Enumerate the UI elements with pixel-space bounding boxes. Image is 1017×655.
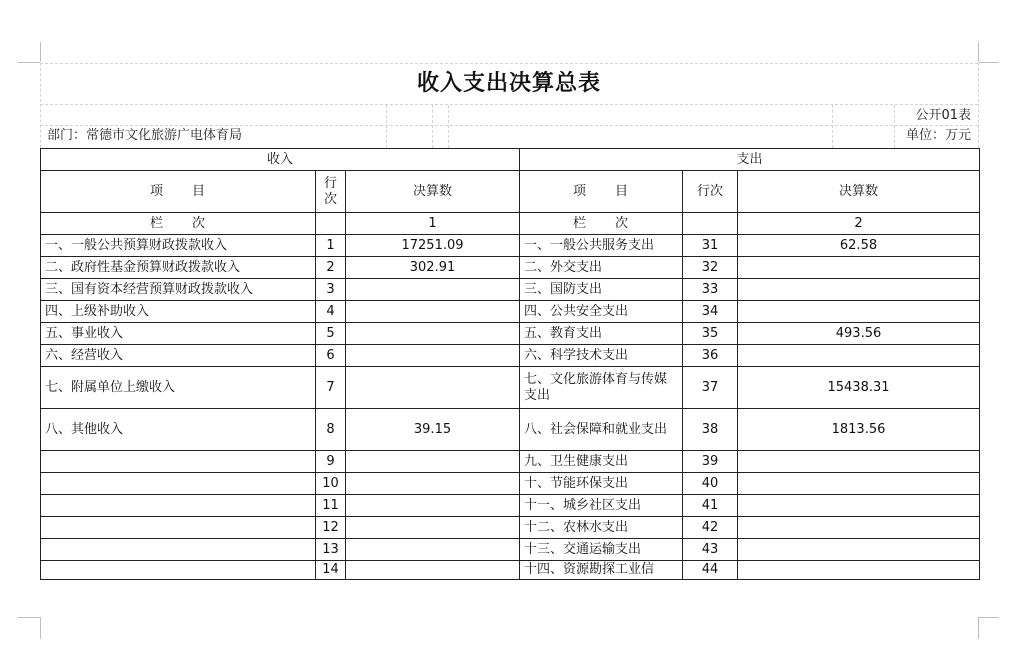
income-line: 13 (316, 539, 346, 561)
expense-item: 四、公共安全支出 (520, 301, 683, 323)
col-line-left: 行次 (316, 171, 346, 213)
income-amount (346, 495, 520, 517)
crop-mark (18, 617, 40, 618)
table-row (41, 539, 980, 561)
income-item (41, 473, 316, 495)
guide-line (386, 105, 387, 148)
expense-header: 支出 (520, 149, 980, 171)
col-item-right: 项 目 (520, 171, 683, 213)
income-item (41, 495, 316, 517)
income-line: 12 (316, 517, 346, 539)
crop-mark (978, 42, 979, 62)
expense-item: 十一、城乡社区支出 (520, 495, 683, 517)
expense-amount (738, 451, 980, 473)
income-amount (346, 323, 520, 345)
crop-mark (18, 62, 40, 63)
guide-line (832, 105, 833, 148)
guide-line (40, 104, 978, 105)
table-row (41, 451, 980, 473)
expense-amount (738, 561, 980, 580)
col-amount-right: 决算数 (738, 171, 980, 213)
income-line: 14 (316, 561, 346, 580)
income-item (41, 561, 316, 580)
crop-mark (979, 62, 999, 63)
expense-item: 八、社会保障和就业支出 (520, 409, 683, 451)
income-line: 7 (316, 367, 346, 409)
row-label-left: 栏 次 (41, 213, 316, 235)
expense-line: 31 (683, 235, 738, 257)
expense-item: 五、教育支出 (520, 323, 683, 345)
income-line: 2 (316, 257, 346, 279)
expense-item: 十、节能环保支出 (520, 473, 683, 495)
empty-cell (683, 213, 738, 235)
income-item: 二、政府性基金预算财政拨款收入 (41, 257, 316, 279)
income-item: 八、其他收入 (41, 409, 316, 451)
column-header-row (41, 171, 980, 213)
empty-cell (316, 213, 346, 235)
expense-amount: 493.56 (738, 323, 980, 345)
income-header: 收入 (41, 149, 520, 171)
expense-item: 三、国防支出 (520, 279, 683, 301)
income-line: 11 (316, 495, 346, 517)
table-row (41, 517, 980, 539)
expense-amount (738, 539, 980, 561)
income-amount: 17251.09 (346, 235, 520, 257)
expense-amount: 1813.56 (738, 409, 980, 451)
unit-label: 单位：万元 (905, 128, 971, 143)
expense-item: 九、卫生健康支出 (520, 451, 683, 473)
income-amount (346, 451, 520, 473)
expense-line: 36 (683, 345, 738, 367)
col-line-right: 行次 (683, 171, 738, 213)
income-item: 四、上级补助收入 (41, 301, 316, 323)
col-amount-left: 决算数 (346, 171, 520, 213)
row-label-right: 栏 次 (520, 213, 683, 235)
guide-line (40, 125, 978, 126)
expense-item: 二、外交支出 (520, 257, 683, 279)
expense-item: 一、一般公共服务支出 (520, 235, 683, 257)
expense-line: 33 (683, 279, 738, 301)
table-row (41, 495, 980, 517)
income-amount (346, 473, 520, 495)
table-row (41, 323, 980, 345)
income-amount (346, 517, 520, 539)
page-title: 收入支出决算总表 (416, 70, 601, 96)
income-line: 9 (316, 451, 346, 473)
expense-amount (738, 473, 980, 495)
income-amount (346, 561, 520, 580)
income-amount (346, 301, 520, 323)
section-header-row (41, 149, 980, 171)
table-row (41, 279, 980, 301)
expense-amount (738, 345, 980, 367)
table-row (41, 301, 980, 323)
table-row (41, 561, 980, 580)
crop-mark (978, 617, 979, 639)
income-expense-table (40, 148, 980, 580)
income-item: 七、附属单位上缴收入 (41, 367, 316, 409)
income-amount: 39.15 (346, 409, 520, 451)
expense-amount (738, 517, 980, 539)
col-index-left: 1 (346, 213, 520, 235)
income-item: 五、事业收入 (41, 323, 316, 345)
expense-amount (738, 495, 980, 517)
income-item: 三、国有资本经营预算财政拨款收入 (41, 279, 316, 301)
table-row (41, 345, 980, 367)
income-item (41, 539, 316, 561)
table-row (41, 367, 980, 409)
income-item (41, 451, 316, 473)
income-amount (346, 345, 520, 367)
expense-line: 44 (683, 561, 738, 580)
income-item (41, 517, 316, 539)
guide-line (448, 105, 449, 148)
income-item: 六、经营收入 (41, 345, 316, 367)
expense-line: 37 (683, 367, 738, 409)
form-number: 公开01表 (915, 108, 971, 123)
col-index-right: 2 (738, 213, 980, 235)
income-line: 5 (316, 323, 346, 345)
income-line: 3 (316, 279, 346, 301)
expense-item: 十四、资源勘探工业信 (520, 561, 683, 580)
expense-amount (738, 279, 980, 301)
crop-mark (40, 42, 41, 62)
guide-line (894, 105, 895, 148)
expense-item: 十三、交通运输支出 (520, 539, 683, 561)
expense-line: 43 (683, 539, 738, 561)
expense-amount (738, 301, 980, 323)
table-row (41, 473, 980, 495)
table-row (41, 235, 980, 257)
expense-item: 十二、农林水支出 (520, 517, 683, 539)
table-row (41, 409, 980, 451)
expense-line: 39 (683, 451, 738, 473)
income-amount (346, 539, 520, 561)
expense-line: 41 (683, 495, 738, 517)
expense-amount: 62.58 (738, 235, 980, 257)
expense-line: 32 (683, 257, 738, 279)
department-label: 部门：常德市文化旅游广电体育局 (47, 128, 243, 143)
expense-line: 42 (683, 517, 738, 539)
expense-item: 七、文化旅游体育与传媒支出 (520, 367, 683, 409)
income-line: 10 (316, 473, 346, 495)
expense-amount: 15438.31 (738, 367, 980, 409)
income-line: 6 (316, 345, 346, 367)
column-index-row (41, 213, 980, 235)
guide-line (432, 105, 433, 148)
expense-amount (738, 257, 980, 279)
expense-line: 38 (683, 409, 738, 451)
income-amount: 302.91 (346, 257, 520, 279)
income-line: 8 (316, 409, 346, 451)
crop-mark (979, 617, 999, 618)
expense-line: 40 (683, 473, 738, 495)
col-item-left: 项 目 (41, 171, 316, 213)
guide-line (978, 63, 979, 148)
income-line: 1 (316, 235, 346, 257)
income-amount (346, 279, 520, 301)
income-line: 4 (316, 301, 346, 323)
expense-line: 35 (683, 323, 738, 345)
crop-mark (40, 617, 41, 639)
expense-line: 34 (683, 301, 738, 323)
table-row (41, 257, 980, 279)
income-amount (346, 367, 520, 409)
income-item: 一、一般公共预算财政拨款收入 (41, 235, 316, 257)
expense-item: 六、科学技术支出 (520, 345, 683, 367)
